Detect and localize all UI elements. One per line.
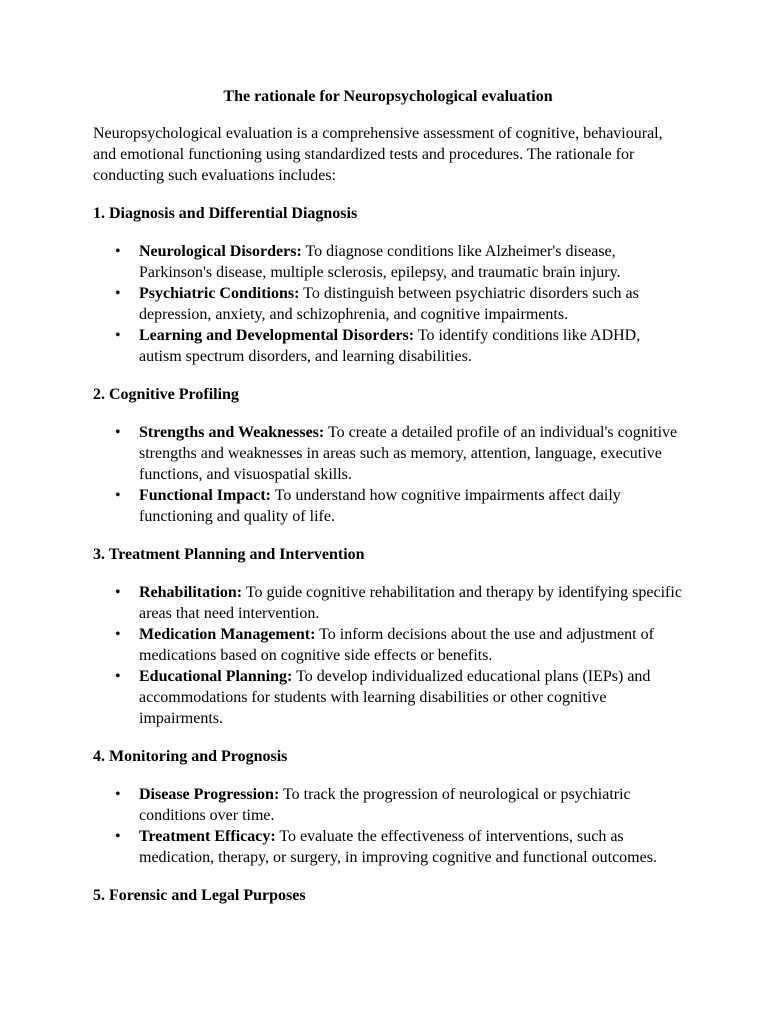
item-term: Functional Impact: xyxy=(139,487,271,504)
list-item xyxy=(139,624,683,666)
item-text: To diagnose conditions like Alzheimer's disease, Parkinson's disease, multiple sclerosis, epilepsy, and traumatic brain injury. xyxy=(139,243,621,281)
item-term: Psychiatric Conditions: xyxy=(139,285,300,302)
item-term: Educational Planning: xyxy=(139,668,293,685)
document-title: The rationale for Neuropsychological evaluation xyxy=(223,88,553,105)
item-text: To develop individualized educational plans (IEPs) and accommodations for students with learning disabilities or other cognitive impairments. xyxy=(139,668,651,727)
item-text: To identify conditions like ADHD, autism spectrum disorders, and learning disabilities. xyxy=(139,327,641,365)
bullet-list-treatment-planning xyxy=(93,582,683,729)
item-text: To create a detailed profile of an individual's cognitive strengths and weaknesses in areas such as memory, attention, language, executive functions, and visuospatial skills. xyxy=(139,424,678,483)
section-heading-diagnosis: 1. Diagnosis and Differential Diagnosis xyxy=(93,205,358,222)
item-text: To evaluate the effectiveness of interventions, such as medication, therapy, or surgery, in improving cognitive and functional outcomes. xyxy=(139,828,657,866)
item-text: To distinguish between psychiatric disorders such as depression, anxiety, and schizophrenia, and cognitive impairments. xyxy=(139,285,639,323)
list-item xyxy=(139,485,683,527)
section-heading-forensic: 5. Forensic and Legal Purposes xyxy=(93,887,306,904)
item-term: Medication Management: xyxy=(139,626,316,643)
section-heading-cognitive-profiling: 2. Cognitive Profiling xyxy=(93,386,239,403)
item-term: Neurological Disorders: xyxy=(139,243,302,260)
list-item xyxy=(139,283,683,325)
list-item xyxy=(139,422,683,485)
item-text: To inform decisions about the use and adjustment of medications based on cognitive side effects or benefits. xyxy=(139,626,654,664)
item-term: Learning and Developmental Disorders: xyxy=(139,327,415,344)
intro-paragraph: Neuropsychological evaluation is a comprehensive assessment of cognitive, behavioural, and emotional functioning using standardized tests and procedures. The rationale for conducting such evaluations includes: xyxy=(93,125,663,184)
list-item xyxy=(139,826,683,868)
list-item xyxy=(139,582,683,624)
list-item xyxy=(139,325,683,367)
item-text: To guide cognitive rehabilitation and therapy by identifying specific areas that need intervention. xyxy=(139,584,682,622)
section-heading-monitoring: 4. Monitoring and Prognosis xyxy=(93,748,288,765)
item-term: Rehabilitation: xyxy=(139,584,243,601)
bullet-list-diagnosis xyxy=(93,241,683,367)
list-item xyxy=(139,666,683,729)
document-page xyxy=(93,86,683,923)
bullet-list-monitoring xyxy=(93,784,683,868)
bullet-list-cognitive-profiling xyxy=(93,422,683,527)
item-text: To understand how cognitive impairments affect daily functioning and quality of life. xyxy=(139,487,621,525)
item-term: Disease Progression: xyxy=(139,786,280,803)
section-heading-treatment-planning: 3. Treatment Planning and Intervention xyxy=(93,546,365,563)
item-term: Treatment Efficacy: xyxy=(139,828,276,845)
item-text: To track the progression of neurological or psychiatric conditions over time. xyxy=(139,786,631,824)
item-term: Strengths and Weaknesses: xyxy=(139,424,325,441)
list-item xyxy=(139,784,683,826)
list-item xyxy=(139,241,683,283)
